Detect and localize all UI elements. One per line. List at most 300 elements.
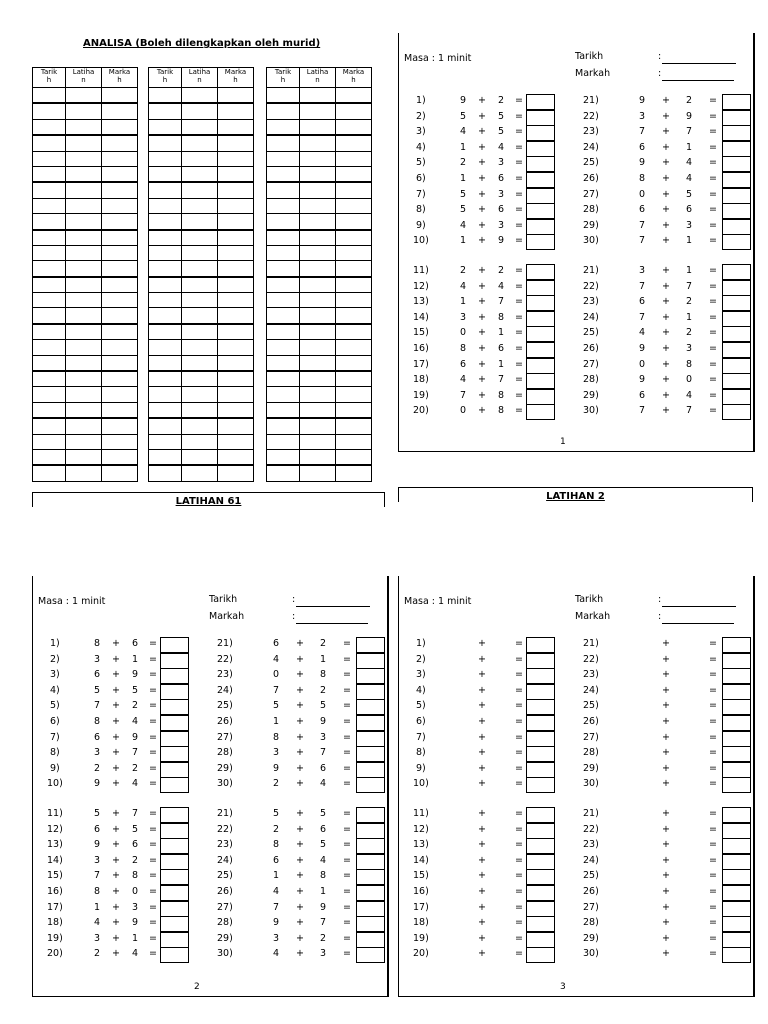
analysis-cell[interactable]	[66, 135, 102, 151]
analysis-cell[interactable]	[33, 230, 66, 246]
answer-box[interactable]	[722, 731, 751, 747]
analysis-cell[interactable]	[218, 434, 254, 449]
analysis-cell[interactable]	[33, 465, 66, 481]
analysis-cell[interactable]	[300, 402, 336, 418]
analysis-cell[interactable]	[267, 402, 300, 418]
analysis-cell[interactable]	[336, 261, 372, 277]
analysis-cell[interactable]	[33, 434, 66, 449]
analysis-cell[interactable]	[66, 166, 102, 182]
answer-box[interactable]	[526, 762, 555, 778]
analysis-cell[interactable]	[182, 293, 218, 308]
analysis-cell[interactable]	[300, 308, 336, 324]
answer-box[interactable]	[356, 932, 385, 948]
answer-box[interactable]	[526, 947, 555, 963]
analysis-cell[interactable]	[267, 261, 300, 277]
analysis-cell[interactable]	[300, 166, 336, 182]
analysis-cell[interactable]	[336, 230, 372, 246]
answer-box[interactable]	[526, 188, 555, 204]
answer-box[interactable]	[160, 807, 189, 823]
score-field[interactable]	[662, 623, 734, 624]
analysis-cell[interactable]	[182, 277, 218, 293]
answer-box[interactable]	[160, 653, 189, 669]
analysis-cell[interactable]	[149, 166, 182, 182]
analysis-cell[interactable]	[66, 324, 102, 340]
analysis-cell[interactable]	[66, 308, 102, 324]
answer-box[interactable]	[526, 342, 555, 358]
analysis-cell[interactable]	[182, 198, 218, 213]
analysis-cell[interactable]	[267, 324, 300, 340]
analysis-cell[interactable]	[300, 371, 336, 387]
answer-box[interactable]	[526, 807, 555, 823]
analysis-cell[interactable]	[182, 245, 218, 260]
analysis-cell[interactable]	[267, 434, 300, 449]
analysis-cell[interactable]	[218, 387, 254, 402]
analysis-cell[interactable]	[267, 418, 300, 434]
analysis-cell[interactable]	[102, 88, 138, 104]
analysis-cell[interactable]	[336, 103, 372, 119]
analysis-cell[interactable]	[66, 418, 102, 434]
answer-box[interactable]	[356, 901, 385, 917]
answer-box[interactable]	[356, 807, 385, 823]
analysis-cell[interactable]	[218, 402, 254, 418]
answer-box[interactable]	[722, 389, 751, 405]
answer-box[interactable]	[356, 684, 385, 700]
analysis-cell[interactable]	[300, 355, 336, 371]
analysis-cell[interactable]	[102, 293, 138, 308]
analysis-cell[interactable]	[149, 182, 182, 198]
answer-box[interactable]	[356, 869, 385, 885]
answer-box[interactable]	[356, 823, 385, 839]
analysis-cell[interactable]	[218, 277, 254, 293]
answer-box[interactable]	[526, 295, 555, 311]
answer-box[interactable]	[722, 342, 751, 358]
analysis-cell[interactable]	[33, 261, 66, 277]
answer-box[interactable]	[722, 901, 751, 917]
analysis-cell[interactable]	[149, 371, 182, 387]
analysis-cell[interactable]	[218, 261, 254, 277]
analysis-cell[interactable]	[33, 371, 66, 387]
analysis-cell[interactable]	[336, 355, 372, 371]
analysis-cell[interactable]	[102, 387, 138, 402]
answer-box[interactable]	[160, 838, 189, 854]
answer-box[interactable]	[526, 715, 555, 731]
analysis-cell[interactable]	[267, 465, 300, 481]
analysis-cell[interactable]	[149, 340, 182, 355]
answer-box[interactable]	[722, 311, 751, 327]
answer-box[interactable]	[722, 280, 751, 296]
analysis-cell[interactable]	[267, 230, 300, 246]
analysis-cell[interactable]	[102, 261, 138, 277]
answer-box[interactable]	[722, 219, 751, 235]
analysis-cell[interactable]	[218, 340, 254, 355]
analysis-cell[interactable]	[149, 324, 182, 340]
analysis-cell[interactable]	[336, 166, 372, 182]
analysis-cell[interactable]	[267, 277, 300, 293]
analysis-cell[interactable]	[218, 355, 254, 371]
analysis-cell[interactable]	[300, 198, 336, 213]
analysis-cell[interactable]	[66, 277, 102, 293]
analysis-cell[interactable]	[33, 182, 66, 198]
analysis-cell[interactable]	[182, 418, 218, 434]
analysis-cell[interactable]	[182, 402, 218, 418]
analysis-cell[interactable]	[336, 182, 372, 198]
answer-box[interactable]	[722, 637, 751, 653]
analysis-cell[interactable]	[33, 119, 66, 135]
answer-box[interactable]	[722, 715, 751, 731]
analysis-cell[interactable]	[149, 355, 182, 371]
analysis-cell[interactable]	[149, 434, 182, 449]
analysis-cell[interactable]	[267, 119, 300, 135]
analysis-cell[interactable]	[149, 151, 182, 166]
answer-box[interactable]	[526, 932, 555, 948]
answer-box[interactable]	[722, 885, 751, 901]
analysis-cell[interactable]	[218, 418, 254, 434]
analysis-cell[interactable]	[102, 182, 138, 198]
analysis-cell[interactable]	[218, 88, 254, 104]
analysis-cell[interactable]	[102, 245, 138, 260]
answer-box[interactable]	[160, 668, 189, 684]
answer-box[interactable]	[722, 947, 751, 963]
answer-box[interactable]	[722, 838, 751, 854]
analysis-cell[interactable]	[33, 402, 66, 418]
analysis-cell[interactable]	[300, 465, 336, 481]
analysis-cell[interactable]	[149, 402, 182, 418]
analysis-cell[interactable]	[218, 135, 254, 151]
answer-box[interactable]	[722, 110, 751, 126]
analysis-cell[interactable]	[267, 198, 300, 213]
answer-box[interactable]	[356, 746, 385, 762]
answer-box[interactable]	[160, 637, 189, 653]
answer-box[interactable]	[160, 715, 189, 731]
answer-box[interactable]	[356, 731, 385, 747]
answer-box[interactable]	[722, 777, 751, 793]
analysis-cell[interactable]	[182, 434, 218, 449]
analysis-cell[interactable]	[182, 166, 218, 182]
answer-box[interactable]	[526, 203, 555, 219]
analysis-cell[interactable]	[218, 230, 254, 246]
date-field[interactable]	[296, 606, 370, 607]
answer-box[interactable]	[160, 777, 189, 793]
analysis-cell[interactable]	[66, 340, 102, 355]
analysis-cell[interactable]	[102, 214, 138, 230]
answer-box[interactable]	[526, 172, 555, 188]
analysis-cell[interactable]	[33, 103, 66, 119]
analysis-cell[interactable]	[267, 182, 300, 198]
answer-box[interactable]	[160, 823, 189, 839]
analysis-cell[interactable]	[33, 277, 66, 293]
analysis-cell[interactable]	[102, 277, 138, 293]
analysis-cell[interactable]	[336, 402, 372, 418]
answer-box[interactable]	[526, 746, 555, 762]
answer-box[interactable]	[722, 854, 751, 870]
analysis-cell[interactable]	[33, 449, 66, 465]
answer-box[interactable]	[526, 838, 555, 854]
analysis-cell[interactable]	[182, 151, 218, 166]
analysis-cell[interactable]	[149, 230, 182, 246]
analysis-cell[interactable]	[102, 308, 138, 324]
answer-box[interactable]	[526, 264, 555, 280]
analysis-cell[interactable]	[66, 371, 102, 387]
analysis-cell[interactable]	[149, 88, 182, 104]
analysis-cell[interactable]	[182, 230, 218, 246]
analysis-cell[interactable]	[218, 182, 254, 198]
analysis-cell[interactable]	[218, 151, 254, 166]
analysis-cell[interactable]	[336, 434, 372, 449]
answer-box[interactable]	[722, 326, 751, 342]
analysis-cell[interactable]	[267, 293, 300, 308]
answer-box[interactable]	[526, 901, 555, 917]
answer-box[interactable]	[526, 373, 555, 389]
answer-box[interactable]	[526, 280, 555, 296]
analysis-cell[interactable]	[218, 245, 254, 260]
analysis-cell[interactable]	[66, 230, 102, 246]
analysis-cell[interactable]	[300, 103, 336, 119]
analysis-cell[interactable]	[102, 103, 138, 119]
analysis-cell[interactable]	[300, 293, 336, 308]
answer-box[interactable]	[526, 684, 555, 700]
analysis-cell[interactable]	[300, 418, 336, 434]
analysis-cell[interactable]	[102, 355, 138, 371]
analysis-cell[interactable]	[218, 198, 254, 213]
analysis-cell[interactable]	[149, 387, 182, 402]
analysis-cell[interactable]	[149, 449, 182, 465]
analysis-cell[interactable]	[182, 214, 218, 230]
analysis-cell[interactable]	[102, 230, 138, 246]
answer-box[interactable]	[526, 668, 555, 684]
analysis-cell[interactable]	[149, 198, 182, 213]
analysis-cell[interactable]	[182, 465, 218, 481]
answer-box[interactable]	[356, 916, 385, 932]
analysis-cell[interactable]	[182, 88, 218, 104]
analysis-cell[interactable]	[182, 135, 218, 151]
analysis-cell[interactable]	[336, 88, 372, 104]
analysis-cell[interactable]	[336, 387, 372, 402]
answer-box[interactable]	[526, 125, 555, 141]
analysis-cell[interactable]	[300, 182, 336, 198]
analysis-cell[interactable]	[300, 434, 336, 449]
analysis-cell[interactable]	[300, 387, 336, 402]
analysis-cell[interactable]	[66, 88, 102, 104]
score-field[interactable]	[296, 623, 368, 624]
analysis-cell[interactable]	[182, 119, 218, 135]
answer-box[interactable]	[356, 699, 385, 715]
answer-box[interactable]	[160, 684, 189, 700]
answer-box[interactable]	[160, 869, 189, 885]
analysis-cell[interactable]	[182, 371, 218, 387]
answer-box[interactable]	[356, 715, 385, 731]
analysis-cell[interactable]	[149, 261, 182, 277]
answer-box[interactable]	[160, 699, 189, 715]
analysis-cell[interactable]	[218, 324, 254, 340]
analysis-cell[interactable]	[102, 166, 138, 182]
answer-box[interactable]	[722, 823, 751, 839]
answer-box[interactable]	[356, 777, 385, 793]
answer-box[interactable]	[722, 203, 751, 219]
date-field[interactable]	[662, 606, 736, 607]
analysis-cell[interactable]	[149, 119, 182, 135]
analysis-cell[interactable]	[182, 103, 218, 119]
analysis-cell[interactable]	[267, 340, 300, 355]
answer-box[interactable]	[722, 668, 751, 684]
analysis-cell[interactable]	[336, 214, 372, 230]
answer-box[interactable]	[160, 885, 189, 901]
answer-box[interactable]	[526, 653, 555, 669]
analysis-cell[interactable]	[33, 324, 66, 340]
analysis-cell[interactable]	[149, 135, 182, 151]
answer-box[interactable]	[526, 389, 555, 405]
analysis-cell[interactable]	[267, 449, 300, 465]
analysis-cell[interactable]	[66, 402, 102, 418]
analysis-cell[interactable]	[336, 371, 372, 387]
analysis-cell[interactable]	[102, 151, 138, 166]
analysis-cell[interactable]	[182, 308, 218, 324]
analysis-cell[interactable]	[218, 119, 254, 135]
answer-box[interactable]	[526, 869, 555, 885]
analysis-cell[interactable]	[66, 261, 102, 277]
analysis-cell[interactable]	[66, 198, 102, 213]
analysis-cell[interactable]	[336, 198, 372, 213]
answer-box[interactable]	[722, 762, 751, 778]
analysis-cell[interactable]	[182, 324, 218, 340]
analysis-cell[interactable]	[336, 151, 372, 166]
analysis-cell[interactable]	[102, 340, 138, 355]
analysis-cell[interactable]	[33, 214, 66, 230]
answer-box[interactable]	[526, 326, 555, 342]
answer-box[interactable]	[722, 684, 751, 700]
analysis-cell[interactable]	[218, 293, 254, 308]
answer-box[interactable]	[526, 141, 555, 157]
analysis-cell[interactable]	[102, 434, 138, 449]
answer-box[interactable]	[160, 916, 189, 932]
analysis-cell[interactable]	[149, 418, 182, 434]
answer-box[interactable]	[526, 94, 555, 110]
answer-box[interactable]	[526, 358, 555, 374]
answer-box[interactable]	[722, 295, 751, 311]
answer-box[interactable]	[722, 264, 751, 280]
date-field[interactable]	[662, 63, 736, 64]
analysis-cell[interactable]	[66, 119, 102, 135]
answer-box[interactable]	[722, 94, 751, 110]
analysis-cell[interactable]	[267, 371, 300, 387]
analysis-cell[interactable]	[149, 214, 182, 230]
analysis-cell[interactable]	[267, 151, 300, 166]
analysis-cell[interactable]	[336, 277, 372, 293]
answer-box[interactable]	[526, 731, 555, 747]
answer-box[interactable]	[160, 932, 189, 948]
analysis-cell[interactable]	[218, 214, 254, 230]
answer-box[interactable]	[722, 125, 751, 141]
answer-box[interactable]	[526, 637, 555, 653]
analysis-cell[interactable]	[33, 355, 66, 371]
answer-box[interactable]	[722, 807, 751, 823]
analysis-cell[interactable]	[66, 103, 102, 119]
analysis-cell[interactable]	[267, 355, 300, 371]
analysis-cell[interactable]	[300, 277, 336, 293]
analysis-cell[interactable]	[33, 340, 66, 355]
analysis-cell[interactable]	[182, 355, 218, 371]
analysis-cell[interactable]	[267, 387, 300, 402]
analysis-cell[interactable]	[102, 371, 138, 387]
answer-box[interactable]	[526, 885, 555, 901]
analysis-cell[interactable]	[33, 135, 66, 151]
analysis-cell[interactable]	[33, 293, 66, 308]
answer-box[interactable]	[526, 777, 555, 793]
answer-box[interactable]	[160, 762, 189, 778]
analysis-cell[interactable]	[66, 293, 102, 308]
analysis-cell[interactable]	[102, 449, 138, 465]
analysis-cell[interactable]	[218, 308, 254, 324]
analysis-cell[interactable]	[149, 245, 182, 260]
answer-box[interactable]	[722, 234, 751, 250]
analysis-cell[interactable]	[300, 119, 336, 135]
analysis-cell[interactable]	[149, 277, 182, 293]
answer-box[interactable]	[722, 373, 751, 389]
answer-box[interactable]	[160, 746, 189, 762]
answer-box[interactable]	[722, 746, 751, 762]
analysis-cell[interactable]	[149, 308, 182, 324]
analysis-cell[interactable]	[267, 308, 300, 324]
answer-box[interactable]	[356, 762, 385, 778]
analysis-cell[interactable]	[66, 449, 102, 465]
analysis-cell[interactable]	[33, 198, 66, 213]
analysis-cell[interactable]	[267, 88, 300, 104]
analysis-cell[interactable]	[336, 418, 372, 434]
answer-box[interactable]	[160, 947, 189, 963]
analysis-cell[interactable]	[149, 293, 182, 308]
analysis-cell[interactable]	[336, 119, 372, 135]
answer-box[interactable]	[526, 311, 555, 327]
analysis-cell[interactable]	[102, 402, 138, 418]
answer-box[interactable]	[722, 699, 751, 715]
answer-box[interactable]	[722, 141, 751, 157]
analysis-cell[interactable]	[300, 151, 336, 166]
analysis-cell[interactable]	[182, 340, 218, 355]
analysis-cell[interactable]	[182, 182, 218, 198]
analysis-cell[interactable]	[218, 166, 254, 182]
answer-box[interactable]	[356, 885, 385, 901]
answer-box[interactable]	[722, 653, 751, 669]
answer-box[interactable]	[526, 916, 555, 932]
analysis-cell[interactable]	[102, 135, 138, 151]
score-field[interactable]	[662, 80, 734, 81]
analysis-cell[interactable]	[336, 449, 372, 465]
answer-box[interactable]	[356, 854, 385, 870]
analysis-cell[interactable]	[33, 308, 66, 324]
analysis-cell[interactable]	[182, 261, 218, 277]
analysis-cell[interactable]	[218, 449, 254, 465]
analysis-cell[interactable]	[102, 119, 138, 135]
answer-box[interactable]	[722, 932, 751, 948]
analysis-cell[interactable]	[33, 151, 66, 166]
analysis-cell[interactable]	[267, 135, 300, 151]
analysis-cell[interactable]	[66, 182, 102, 198]
analysis-cell[interactable]	[336, 245, 372, 260]
answer-box[interactable]	[722, 188, 751, 204]
answer-box[interactable]	[526, 699, 555, 715]
analysis-cell[interactable]	[182, 449, 218, 465]
analysis-cell[interactable]	[33, 166, 66, 182]
answer-box[interactable]	[160, 731, 189, 747]
answer-box[interactable]	[356, 668, 385, 684]
analysis-cell[interactable]	[300, 340, 336, 355]
analysis-cell[interactable]	[300, 324, 336, 340]
answer-box[interactable]	[722, 358, 751, 374]
analysis-cell[interactable]	[336, 308, 372, 324]
analysis-cell[interactable]	[102, 465, 138, 481]
analysis-cell[interactable]	[66, 151, 102, 166]
analysis-cell[interactable]	[102, 198, 138, 213]
analysis-cell[interactable]	[149, 103, 182, 119]
